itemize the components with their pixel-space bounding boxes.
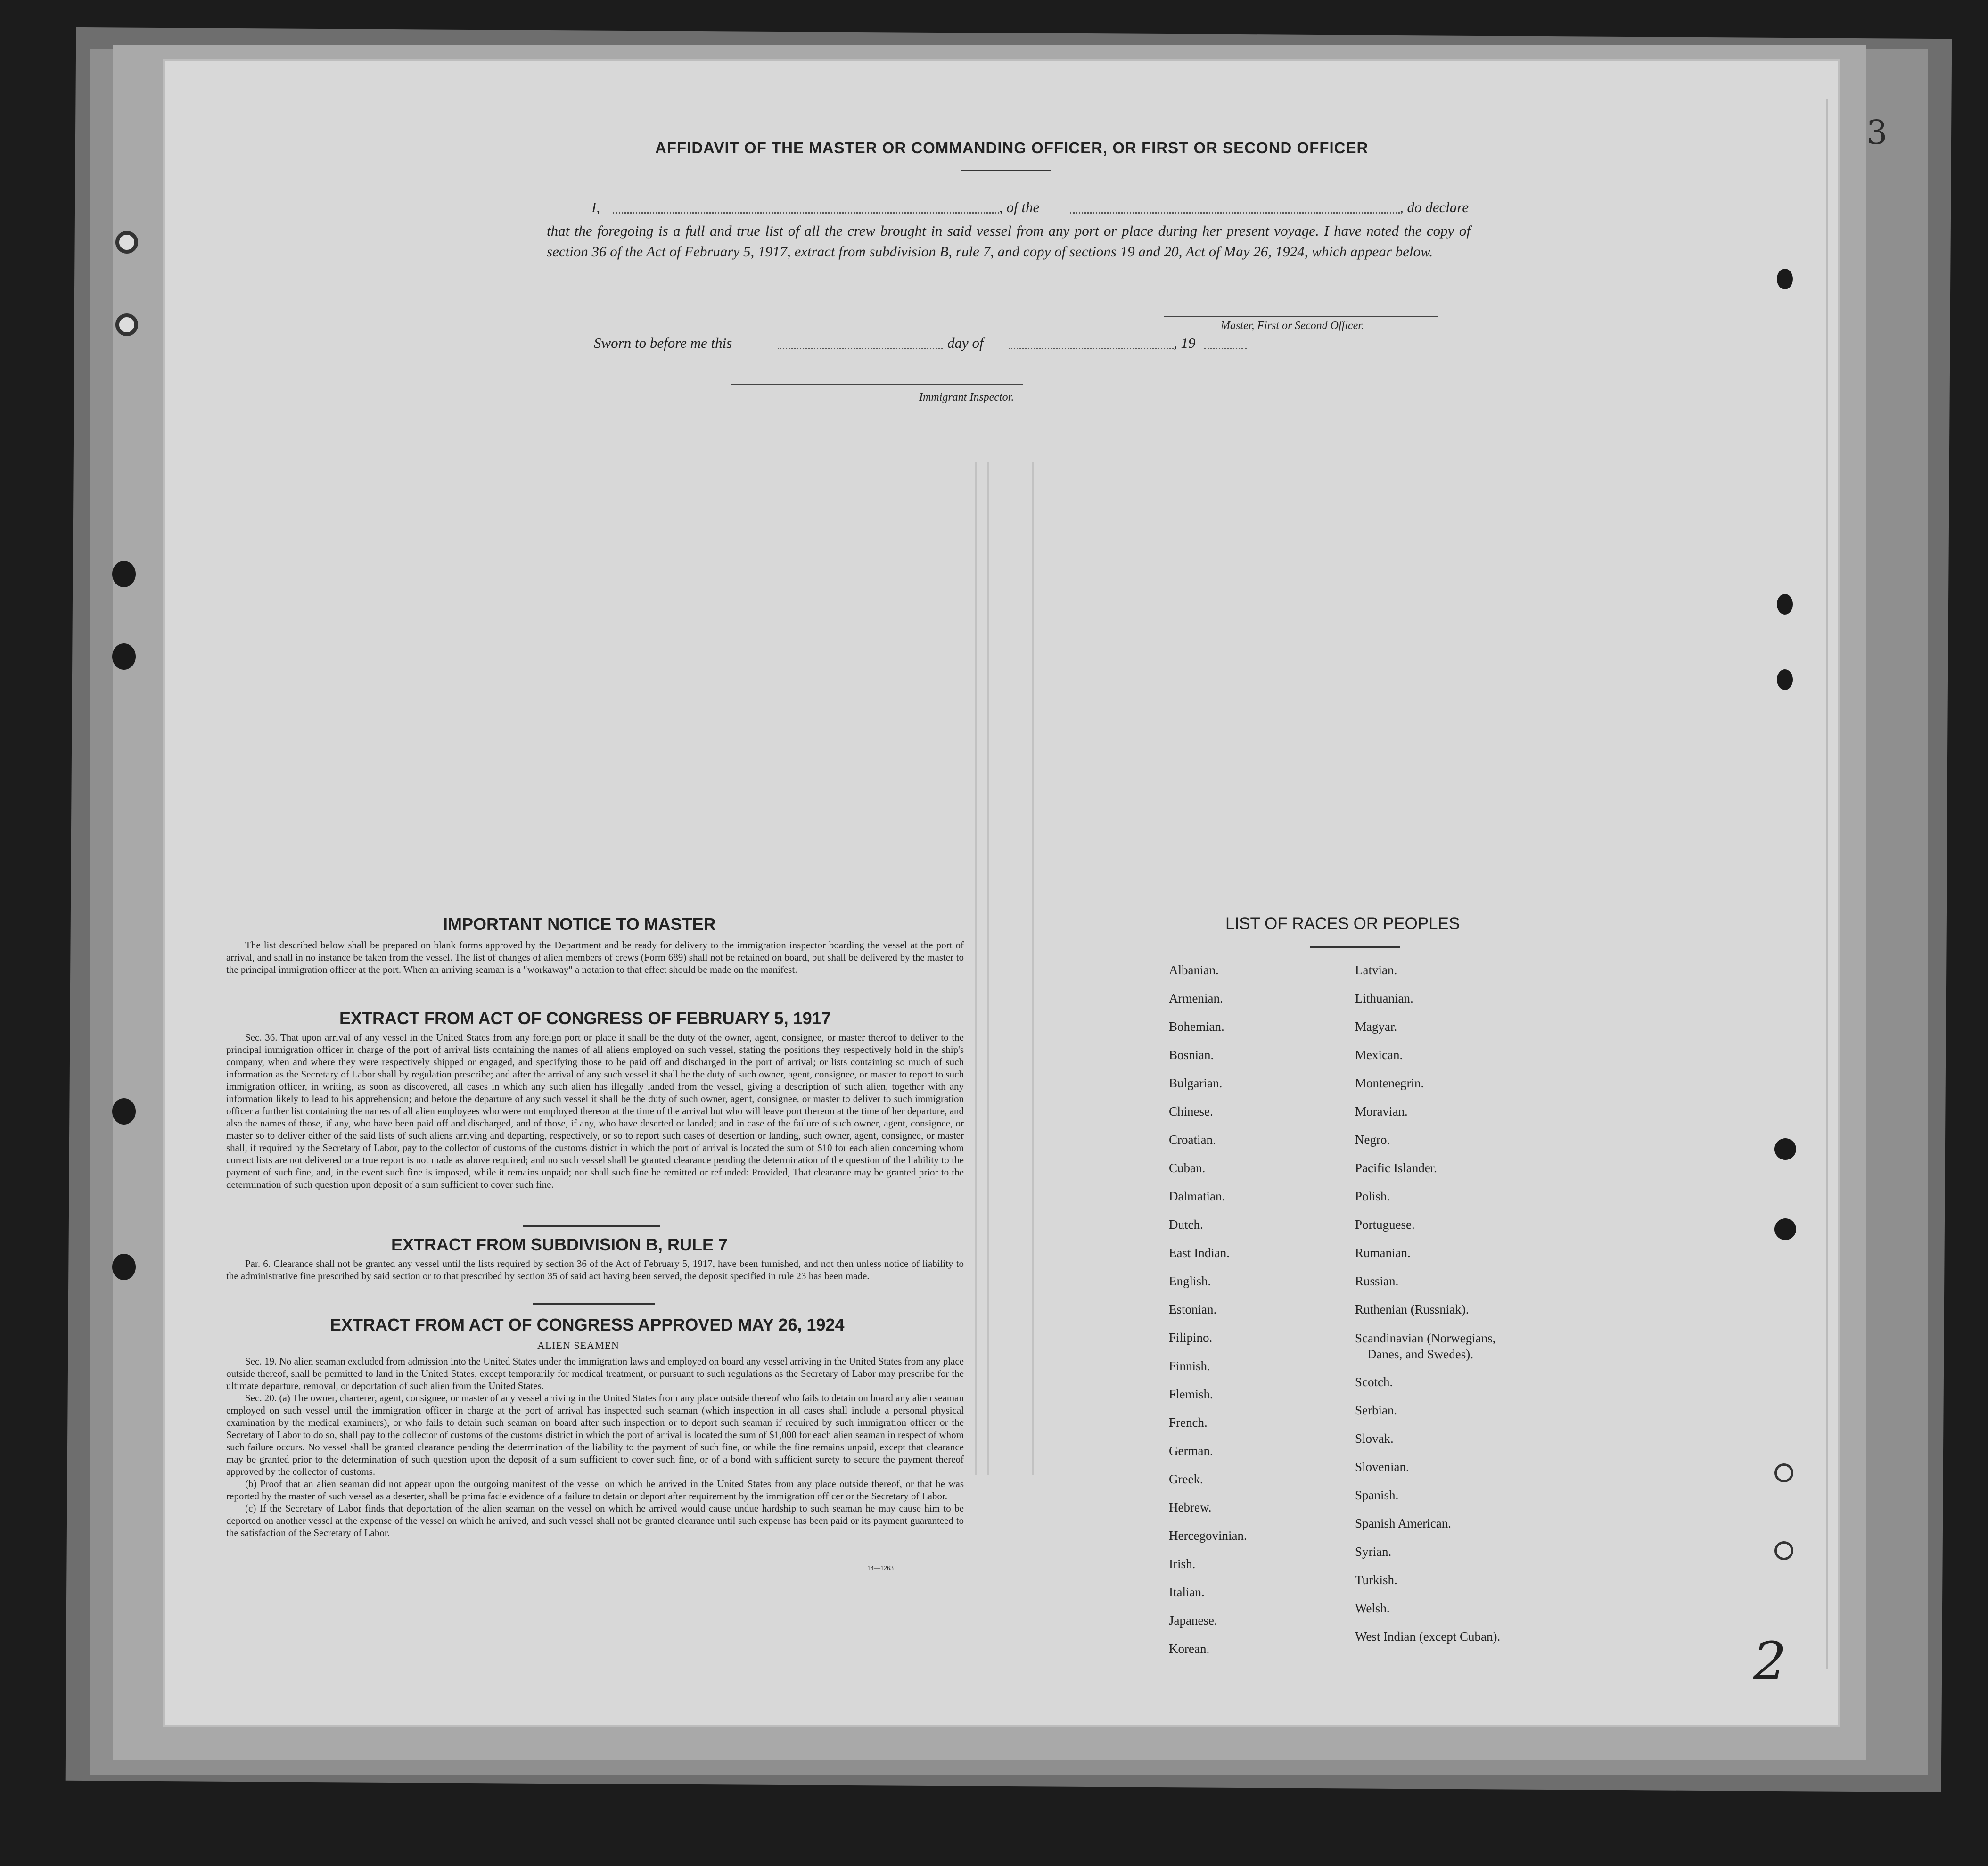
race-item: Scandinavian (Norwegians,: [1355, 1331, 1496, 1345]
affidavit-declare-label: , do declare: [1400, 199, 1469, 215]
races-left-column: [1169, 956, 1247, 1663]
extract-1917-body: [226, 1031, 964, 1191]
extract-1917-text: Sec. 36. That upon arrival of any vessel in the United States from any foreign port or place it shall be the duty of the owner, agent, consignee, or master thereof to deliver to the principal immigration officer in charge of the port of arrival lists containing the names of all aliens employed on such vessel, stating the positions they respectively hold in the ship's company, when and where they were respectively shipped or engaged, and specifying those to be paid off and discharged in the port of arrival; or lists containing so much of such information as the Secretary of Labor shall by regulation prescribe; and after the arrival of any such vessel it shall be the duty of such owner, agent, consignee, or master to report to such immigration officer, in writing, as soon as discovered, all cases in which any such alien has illegally landed from the vessel, giving a description of such alien, together with any information likely to lead to his apprehension; and before the departure of any such vessel it shall be the duty of such owner, agent, consignee, or master to deliver to such immigration officer a further list containing the names of all alien employees who were not employed thereon at the time of the arrival but who will leave port thereon at the time of her departure, and also the names of those, if any, who have been paid off and discharged, and of those, if any, who have deserted or landed; and in case of the failure of such owner, agent, consignee, or master so to deliver either of the said lists of such aliens arriving and departing, respectively, or so to report such cases of desertion or landing, such owner, agent, consignee, or master shall, if required by the Secretary of Labor, pay to the collector of customs of the customs district in which the port of arrival is located the sum of $10 for each alien concerning whom correct lists are not delivered or a true report is not made as above required; and no such vessel shall be granted clearance pending the determination of the question of the liability to the payment of such fine, and, in the event such fine is imposed, while it remains unpaid; nor shall such fine be remitted or refunded: Provided, That clearance may be granted prior to the determination of such question upon deposit of a sum sufficient to cover such fine.: [226, 1032, 964, 1190]
race-item: Syrian.: [1355, 1545, 1392, 1559]
race-item: Serbian.: [1355, 1403, 1397, 1417]
notice-body-text: The list described below shall be prepared on blank forms approved by the Department and be ready for delivery to the immigration inspector boarding the vessel at the port of arrival, and shall in no instance be taken from the vessel. The list of changes of alien members of crews (Form 689) shall not be retained on board, but shall be delivered by the master to the principal immigration officer at the port. When an arriving seaman is a "workaway" a notation to that effect should be made on the manifest.: [226, 939, 964, 975]
race-item: Danes, and Swedes).: [1367, 1347, 1473, 1361]
race-item: Croatian.: [1169, 1133, 1216, 1147]
binder-hole: [115, 231, 138, 254]
section-divider: [533, 1303, 655, 1305]
bleed-column-line: [975, 462, 977, 1475]
sworn-day-blank[interactable]: [778, 348, 943, 349]
section-divider: [523, 1225, 660, 1227]
race-item: Bulgarian.: [1169, 1076, 1223, 1090]
race-item: Spanish.: [1355, 1488, 1399, 1502]
race-item: Mexican.: [1355, 1048, 1403, 1062]
day-of-label: day of: [947, 335, 984, 351]
race-item: Negro.: [1355, 1133, 1390, 1147]
notice-title: IMPORTANT NOTICE TO MASTER: [443, 914, 716, 934]
race-item: Slovenian.: [1355, 1460, 1409, 1474]
race-item: Dalmatian.: [1169, 1189, 1225, 1203]
race-item: West Indian (except Cuban).: [1355, 1629, 1501, 1644]
extract-1924-title: EXTRACT FROM ACT OF CONGRESS APPROVED MAY 26, 1924: [330, 1315, 845, 1334]
binder-hole: [112, 643, 136, 670]
sworn-label: Sworn to before me this: [594, 335, 732, 351]
race-item: English.: [1169, 1274, 1211, 1288]
bleed-column-line: [1826, 99, 1828, 1669]
extract-rule7-title: EXTRACT FROM SUBDIVISION B, RULE 7: [391, 1235, 728, 1254]
affidavit-body-text: that the foregoing is a full and true list of all the crew brought in said vessel from any port or place during her present voyage. I have noted the copy of section 36 of the Act of February 5, 1917, extract from subdivision B, rule 7, and copy of sections 19 and 20, Act of May 26, 1924, which appear below.: [547, 222, 1470, 260]
race-item: Finnish.: [1169, 1359, 1210, 1373]
bleed-column-line: [1032, 462, 1034, 1475]
handwritten-page-mark: 2: [1753, 1631, 1786, 1691]
binder-hole: [1777, 269, 1793, 289]
binder-hole: [1774, 1138, 1796, 1160]
race-item: Cuban.: [1169, 1161, 1206, 1175]
race-item: Chinese.: [1169, 1104, 1213, 1118]
binder-hole: [112, 1098, 136, 1125]
bleed-column-line: [987, 462, 989, 1475]
extract-1917-title: EXTRACT FROM ACT OF CONGRESS OF FEBRUARY 5, 1917: [339, 1009, 831, 1028]
sec20a-text: Sec. 20. (a) The owner, charterer, agent, consignee, or master of any vessel arriving in the United States from any place outside thereof who fails to detain on board any alien seaman employed on such vessel until the immigration officer in charge at the port of arrival has inspected such seaman (which inspection in all cases shall include a personal physical examination by the medical examiners), or who fails to detain such seaman on board after such inspection or to deport such seaman if required by such immigration officer or the Secretary of Labor to do so, shall pay to the collector of customs of the customs district in which the port of arrival is located the sum of $1,000 for each alien seaman in respect of whom such failure occurs. No vessel shall be granted clearance pending the determination of the liability to the payment of such fine, or while the fine remains unpaid, except that clearance may be granted prior to the determination of such question upon the deposit of a sum sufficient to cover such fine, or of a bond with sufficient surety to secure the payment thereof approved by the collector of customs.: [226, 1392, 964, 1477]
race-item: Russian.: [1355, 1274, 1399, 1288]
race-item: Irish.: [1169, 1557, 1196, 1571]
extract-1924-subtitle: ALIEN SEAMEN: [537, 1340, 619, 1351]
sworn-year-blank[interactable]: [1204, 348, 1247, 349]
race-item: Hercegovinian.: [1169, 1529, 1247, 1543]
binder-hole: [112, 1254, 136, 1280]
binder-hole: [1774, 1218, 1796, 1240]
vessel-blank[interactable]: [1070, 212, 1400, 214]
race-item: Ruthenian (Russniak).: [1355, 1302, 1469, 1316]
affidavit-i-label: I,: [591, 199, 600, 215]
races-right-column: [1355, 956, 1500, 1651]
race-item: Lithuanian.: [1355, 991, 1413, 1005]
race-item: Pacific Islander.: [1355, 1161, 1437, 1175]
binder-hole: [1777, 669, 1793, 690]
binder-hole: [1774, 1463, 1793, 1482]
sworn-month-blank[interactable]: [1009, 348, 1174, 349]
race-item: Slovak.: [1355, 1431, 1394, 1446]
races-title: LIST OF RACES OR PEOPLES: [1225, 914, 1460, 933]
race-item: Greek.: [1169, 1472, 1203, 1486]
race-item: Montenegrin.: [1355, 1076, 1424, 1090]
races-underline: [1310, 946, 1400, 948]
race-item: Filipino.: [1169, 1331, 1213, 1345]
race-item: Latvian.: [1355, 963, 1397, 977]
race-item: Flemish.: [1169, 1387, 1213, 1401]
inspector-line[interactable]: [731, 384, 1023, 385]
affidavit-body: [547, 221, 1470, 262]
sec20c-text: (c) If the Secretary of Labor finds that deportation of the alien seaman on the vessel on which he arrived would cause undue hardship to such seaman he may cause him to be deported on another vessel at the expense of the vessel on which he arrived, and such vessel shall not be granted clearance until such expense has been paid or its payment guaranteed to the satisfaction of the Secretary of Labor.: [226, 1503, 964, 1538]
binder-hole: [1777, 594, 1793, 615]
race-item: Japanese.: [1169, 1613, 1217, 1628]
affidavit-title: AFFIDAVIT OF THE MASTER OR COMMANDING OFFICER, OR FIRST OR SECOND OFFICER: [655, 139, 1369, 156]
manifest-page: [165, 61, 1838, 1725]
form-code: 14—1263: [867, 1565, 894, 1572]
race-item: Scotch.: [1355, 1375, 1393, 1389]
race-item: Polish.: [1355, 1189, 1390, 1203]
race-item: French.: [1169, 1415, 1208, 1430]
signature-label: Master, First or Second Officer.: [1221, 320, 1364, 332]
extract-rule7-text: Par. 6. Clearance shall not be granted any vessel until the lists required by section 36 of the Act of February 5, 1917, have been furnished, and not then unless notice of liability to the administrative fine prescribed by said section or to that prescribed by section 35 of said act having been served, the deposit specified in rule 23 has been made.: [226, 1258, 964, 1282]
extract-1924-body: [226, 1355, 964, 1539]
race-item: Estonian.: [1169, 1302, 1217, 1316]
race-item: Italian.: [1169, 1585, 1205, 1599]
race-item: Moravian.: [1355, 1104, 1408, 1118]
binder-hole: [112, 561, 136, 587]
sec19-text: Sec. 19. No alien seaman excluded from admission into the United States under the immigration laws and employed on board any vessel arriving in the United States from any place outside thereof, shall be permitted to land in the United States, except temporarily for medical treatment, or pursuant to such regulations as the Secretary of Labor may prescribe for the ultimate departure, removal, or deportation of such alien from the United States.: [226, 1356, 964, 1391]
race-item: Turkish.: [1355, 1573, 1397, 1587]
race-item: Dutch.: [1169, 1217, 1203, 1232]
handwritten-corner-number: 3: [1866, 113, 1888, 152]
title-underline: [961, 170, 1051, 171]
inspector-label: Immigrant Inspector.: [919, 391, 1014, 403]
extract-rule7-body: [226, 1258, 964, 1282]
race-item: Rumanian.: [1355, 1246, 1411, 1260]
binder-hole: [1774, 1541, 1793, 1560]
sec20b-text: (b) Proof that an alien seaman did not appear upon the outgoing manifest of the vessel on which he arrived in the United States from any place outside thereof, or that he was reported by the master of such vessel as a deserter, shall be prima facie evidence of a failure to detain or deport after requirement by the immigration officer or the Secretary of Labor.: [226, 1478, 964, 1502]
race-item: Magyar.: [1355, 1019, 1397, 1034]
bleed-through: [226, 108, 236, 151]
race-item: Bosnian.: [1169, 1048, 1214, 1062]
year-label: , 19: [1174, 335, 1196, 351]
name-blank[interactable]: [613, 212, 999, 214]
race-item: Albanian.: [1169, 963, 1219, 977]
race-item: Armenian.: [1169, 991, 1223, 1005]
race-item: German.: [1169, 1444, 1213, 1458]
signature-line[interactable]: [1164, 316, 1438, 317]
race-item: Bohemian.: [1169, 1019, 1224, 1034]
binder-hole: [115, 313, 138, 336]
race-item: Hebrew.: [1169, 1500, 1212, 1514]
race-item: Spanish American.: [1355, 1516, 1451, 1530]
affidavit-of-the-label: , of the: [999, 199, 1040, 215]
race-item: Portuguese.: [1355, 1217, 1415, 1232]
race-item: East Indian.: [1169, 1246, 1230, 1260]
notice-body: [226, 939, 964, 976]
race-item: Korean.: [1169, 1642, 1210, 1656]
race-item: Welsh.: [1355, 1601, 1390, 1615]
